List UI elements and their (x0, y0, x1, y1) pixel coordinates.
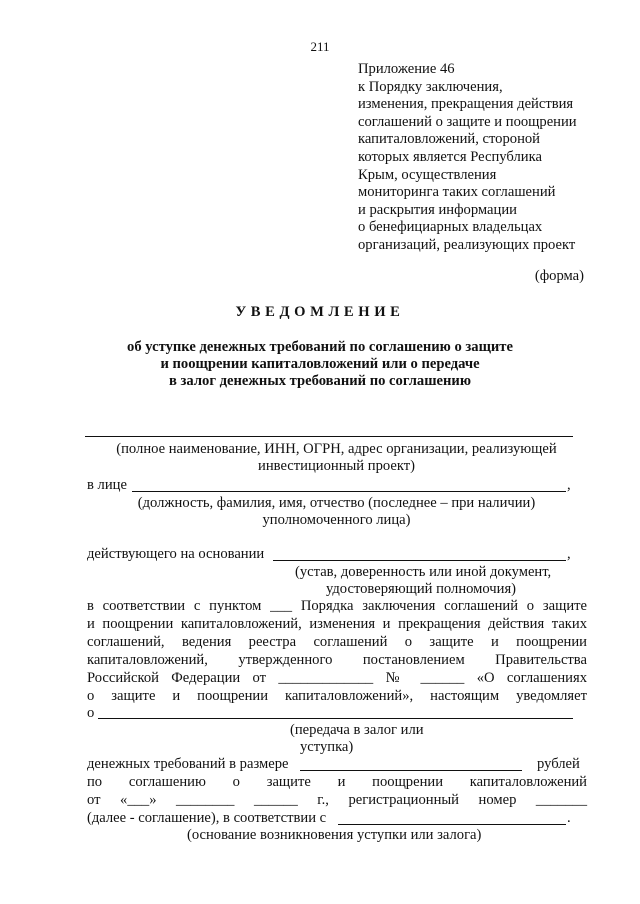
appendix-block (358, 61, 577, 255)
appendix-line: к Порядку заключения, (358, 78, 503, 95)
document-title: УВЕДОМЛЕНИЕ (235, 304, 405, 320)
in-person-comma: , (567, 477, 571, 493)
appendix-line: капиталовложений, стороной (358, 131, 540, 148)
person-hint-line: уполномоченного лица) (262, 512, 411, 528)
basis-hint-line: удостоверяющий полномочия) (326, 581, 517, 597)
appendix-line: соглашений о защите и поощрении (358, 113, 577, 130)
transfer-hint-line: (передача в залог или (290, 722, 424, 738)
document-subtitle (0, 339, 640, 390)
claims-currency: рублей (537, 756, 580, 772)
body-line-prefix: о (87, 705, 95, 721)
appendix-line: изменения, прекращения действия (358, 96, 574, 113)
body-line: и поощрении капиталовложений, изменения и прекращения действия таких (87, 616, 587, 632)
claims-line: по соглашению о защите и поощрении капиталовложений (87, 774, 587, 790)
basis-field[interactable] (273, 560, 566, 561)
subtitle-line: об уступке денежных требований по соглашению о защите (127, 339, 513, 355)
claims-basis-period: . (567, 810, 571, 826)
org-hint-line: инвестиционный проект) (258, 458, 415, 474)
basis-comma: , (567, 546, 571, 562)
person-hint-line: (должность, фамилия, имя, отчество (последнее – при наличии) (137, 495, 536, 511)
body-line: капиталовложений, утвержденного постановлением Правительства (87, 652, 587, 668)
in-person-field[interactable] (132, 491, 566, 492)
body-line: соглашений, ведения реестра соглашений о защите и поощрении (87, 634, 587, 650)
ground-hint: (основание возникновения уступки или залога) (187, 827, 482, 843)
appendix-line: которых является Республика (358, 148, 542, 165)
page-number: 211 (310, 39, 330, 54)
body-line: о защите и поощрении капиталовложений», настоящим уведомляет (87, 688, 587, 704)
in-person-label: в лице (87, 477, 127, 493)
body-line: в соответствии с пунктом ___ Порядка заключения соглашений о защите (87, 598, 587, 614)
transfer-type-field[interactable] (98, 718, 573, 719)
appendix-line: и раскрытия информации (358, 201, 517, 218)
basis-hint-line: (устав, доверенность или иной документ, (295, 564, 552, 580)
appendix-line: мониторинга таких соглашений (358, 184, 556, 201)
org-name-field[interactable] (85, 436, 573, 437)
appendix-line: организаций, реализующих проект (358, 236, 576, 253)
appendix-line: Приложение 46 (358, 61, 455, 77)
org-hint-line: (полное наименование, ИНН, ОГРН, адрес организации, реализующей (116, 441, 557, 457)
basis-label: действующего на основании (87, 546, 265, 562)
claims-line: от «___» ________ ______ г., регистрационный номер _______ (87, 792, 587, 808)
form-label: (форма) (534, 268, 584, 284)
subtitle-line: в залог денежных требований по соглашению (169, 373, 471, 389)
body-line: Российской Федерации от _____________ № ______ «О соглашениях (87, 670, 587, 686)
claims-amount-label: денежных требований в размере (87, 756, 289, 772)
appendix-line: Крым, осуществления (358, 166, 497, 183)
claims-amount-field[interactable] (300, 770, 522, 771)
claims-basis-label: (далее - соглашение), в соответствии с (87, 810, 327, 826)
claims-basis-field[interactable] (338, 824, 566, 825)
subtitle-line: и поощрении капиталовложений или о передаче (160, 356, 480, 372)
appendix-line: о бенефициарных владельцах (358, 219, 543, 236)
transfer-hint-line: уступка) (300, 739, 354, 755)
